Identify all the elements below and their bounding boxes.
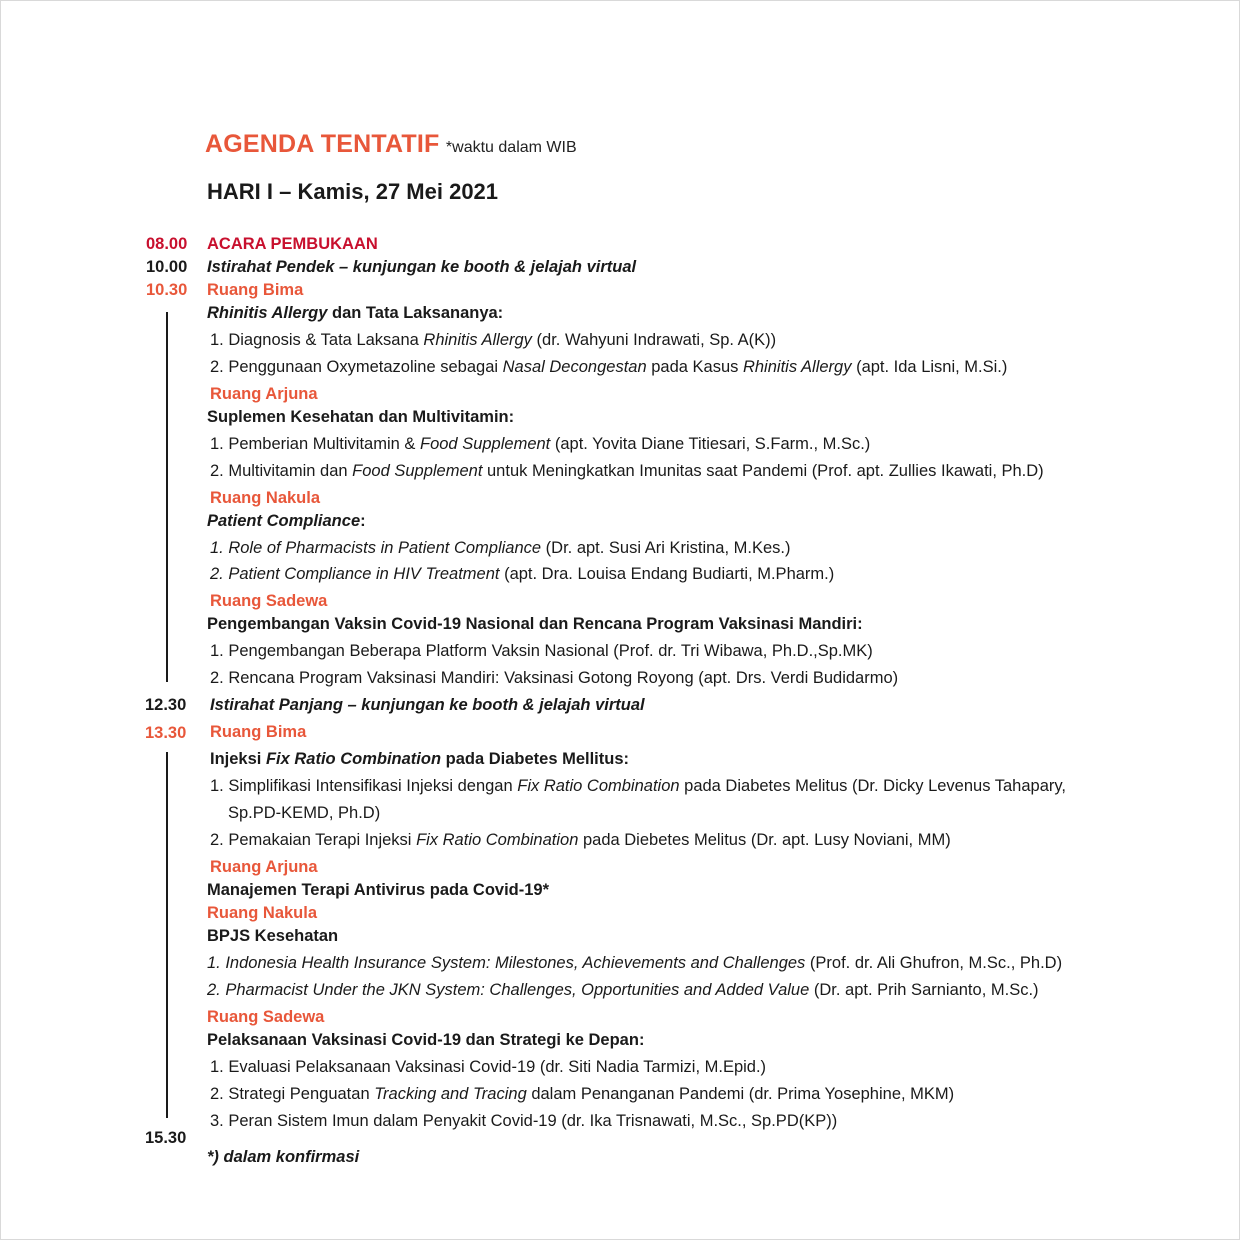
- room-arjuna-2: Ruang Arjuna: [210, 858, 318, 876]
- arjuna-2-topic: Manajemen Terapi Antivirus pada Covid-19*: [207, 881, 550, 899]
- bima-2-item-1-cont: Sp.PD-KEMD, Ph.D): [228, 804, 381, 822]
- sadewa-1-item-1: 1. Pengembangan Beberapa Platform Vaksin Nasional (Prof. dr. Tri Wibawa, Ph.D.,Sp.MK): [210, 642, 873, 660]
- item-speaker: (Prof. dr. Ali Ghufron, M.Sc., Ph.D): [805, 954, 1063, 972]
- session-timeline-2: [166, 752, 168, 1118]
- bima-2-item-1: [210, 777, 1066, 796]
- nakula-1-item-1: [210, 539, 790, 558]
- room-nakula-1: Ruang Nakula: [210, 489, 321, 507]
- item-italic: Fix Ratio Combination: [416, 831, 579, 849]
- sadewa-1-item-2: 2. Rencana Program Vaksinasi Mandiri: Vaksinasi Gotong Royong (apt. Drs. Verdi Budidarmo): [210, 669, 899, 687]
- item-text: 2. Multivitamin dan: [210, 462, 353, 480]
- topic-text: dan Tata Laksananya:: [327, 304, 504, 322]
- item-italic: 1. Role of Pharmacists in Patient Compliance: [210, 539, 542, 557]
- item-speaker: untuk Meningkatkan Imunitas saat Pandemi (Prof. apt. Zullies Ikawati, Ph.D): [482, 462, 1044, 480]
- sadewa-2-item-2: [210, 1085, 954, 1104]
- time-1230: 12.30: [145, 696, 187, 714]
- bima-2-item-2: [210, 831, 951, 850]
- item-text: 1. Simplifikasi Intensifikasi Injeksi dengan: [210, 777, 518, 795]
- sadewa-2-item-1: 1. Evaluasi Pelaksanaan Vaksinasi Covid-19 (dr. Siti Nadia Tarmizi, M.Epid.): [210, 1058, 767, 1076]
- nakula-2-topic: BPJS Kesehatan: [207, 927, 339, 945]
- room-sadewa-2: Ruang Sadewa: [207, 1008, 325, 1026]
- item-italic: Rhinitis Allergy: [742, 358, 852, 376]
- agenda-title-note: *waktu dalam WIB: [445, 139, 577, 156]
- short-break: Istirahat Pendek – kunjungan ke booth & jelajah virtual: [207, 258, 637, 276]
- room-sadewa-1: Ruang Sadewa: [210, 592, 328, 610]
- topic-italic: Patient Compliance: [207, 512, 361, 530]
- item-text: 1. Diagnosis & Tata Laksana: [210, 331, 424, 349]
- item-italic: Tracking and Tracing: [374, 1085, 527, 1103]
- topic-italic: Fix Ratio Combination: [265, 750, 442, 768]
- item-text: pada Diabetes Melitus (Dr. Dicky Levenus Tahapary,: [679, 777, 1066, 795]
- item-text: 1. Pemberian Multivitamin &: [210, 435, 420, 453]
- item-italic: Food Supplement: [420, 435, 551, 453]
- nakula-2-item-1: [207, 954, 1062, 973]
- item-speaker: dalam Penanganan Pandemi (dr. Prima Yosephine, MKM): [526, 1085, 955, 1103]
- room-bima-1: Ruang Bima: [207, 281, 304, 299]
- sadewa-1-topic: Pengembangan Vaksin Covid-19 Nasional dan Rencana Program Vaksinasi Mandiri:: [207, 615, 863, 633]
- item-speaker: (apt. Ida Lisni, M.Si.): [851, 358, 1008, 376]
- sadewa-2-item-3: 3. Peran Sistem Imun dalam Penyakit Covid-19 (dr. Ika Trisnawati, M.Sc., Sp.PD(KP)): [210, 1112, 838, 1130]
- bima-1-item-2: [210, 358, 1007, 377]
- arjuna-1-topic: Suplemen Kesehatan dan Multivitamin:: [207, 408, 515, 426]
- room-arjuna-1: Ruang Arjuna: [210, 385, 318, 403]
- item-italic: Rhinitis Allergy: [423, 331, 532, 349]
- sadewa-2-topic: Pelaksanaan Vaksinasi Covid-19 dan Strategi ke Depan:: [207, 1031, 645, 1049]
- item-speaker: (dr. Wahyuni Indrawati, Sp. A(K)): [531, 331, 777, 349]
- time-1330: 13.30: [145, 724, 187, 742]
- topic-text: Injeksi: [210, 750, 266, 768]
- item-speaker: (Dr. apt. Prih Sarnianto, M.Sc.): [809, 981, 1039, 999]
- bima-1-item-1: [210, 331, 776, 350]
- opening-ceremony: ACARA PEMBUKAAN: [207, 235, 378, 253]
- item-text: 2. Penggunaan Oxymetazoline sebagai: [210, 358, 503, 376]
- item-speaker: pada Diebetes Melitus (Dr. apt. Lusy Noviani, MM): [578, 831, 951, 849]
- bima-1-topic: [207, 304, 503, 323]
- arjuna-1-item-1: [210, 435, 870, 454]
- day-heading: HARI I – Kamis, 27 Mei 2021: [207, 179, 499, 204]
- room-bima-2: Ruang Bima: [210, 723, 307, 741]
- nakula-1-topic: [207, 512, 366, 531]
- long-break: Istirahat Panjang – kunjungan ke booth & jelajah virtual: [210, 696, 645, 714]
- item-italic: Food Supplement: [352, 462, 483, 480]
- time-1530: 15.30: [145, 1129, 187, 1147]
- item-italic: Fix Ratio Combination: [517, 777, 680, 795]
- topic-text: pada Diabetes Mellitus:: [441, 750, 630, 768]
- item-italic: Nasal Decongestan: [502, 358, 647, 376]
- item-italic: 1. Indonesia Health Insurance System: Milestones, Achievements and Challenges: [207, 954, 806, 972]
- agenda-title: [205, 130, 577, 159]
- item-text: 2. Pemakaian Terapi Injeksi: [210, 831, 417, 849]
- item-speaker: (apt. Yovita Diane Titiesari, S.Farm., M.Sc.): [550, 435, 871, 453]
- item-italic: 2. Pharmacist Under the JKN System: Challenges, Opportunities and Added Value: [207, 981, 810, 999]
- session-timeline-1: [166, 312, 168, 682]
- topic-text: :: [360, 512, 366, 530]
- item-speaker: (apt. Dra. Louisa Endang Budiarti, M.Pharm.): [499, 565, 835, 583]
- footnote: *) dalam konfirmasi: [207, 1148, 360, 1166]
- time-1000: 10.00: [146, 258, 188, 276]
- time-1030: 10.30: [146, 281, 188, 299]
- arjuna-1-item-2: [210, 462, 1044, 481]
- agenda-title-main: AGENDA TENTATIF: [205, 130, 440, 158]
- room-nakula-2: Ruang Nakula: [207, 904, 318, 922]
- item-text: pada Kasus: [646, 358, 743, 376]
- time-0800: 08.00: [146, 235, 188, 253]
- topic-italic: Rhinitis Allergy: [207, 304, 328, 322]
- item-speaker: (Dr. apt. Susi Ari Kristina, M.Kes.): [541, 539, 791, 557]
- item-italic: 2. Patient Compliance in HIV Treatment: [210, 565, 500, 583]
- bima-2-topic: [210, 750, 629, 769]
- nakula-2-item-2: [207, 981, 1039, 1000]
- item-text: 2. Strategi Penguatan: [210, 1085, 375, 1103]
- nakula-1-item-2: [210, 565, 834, 584]
